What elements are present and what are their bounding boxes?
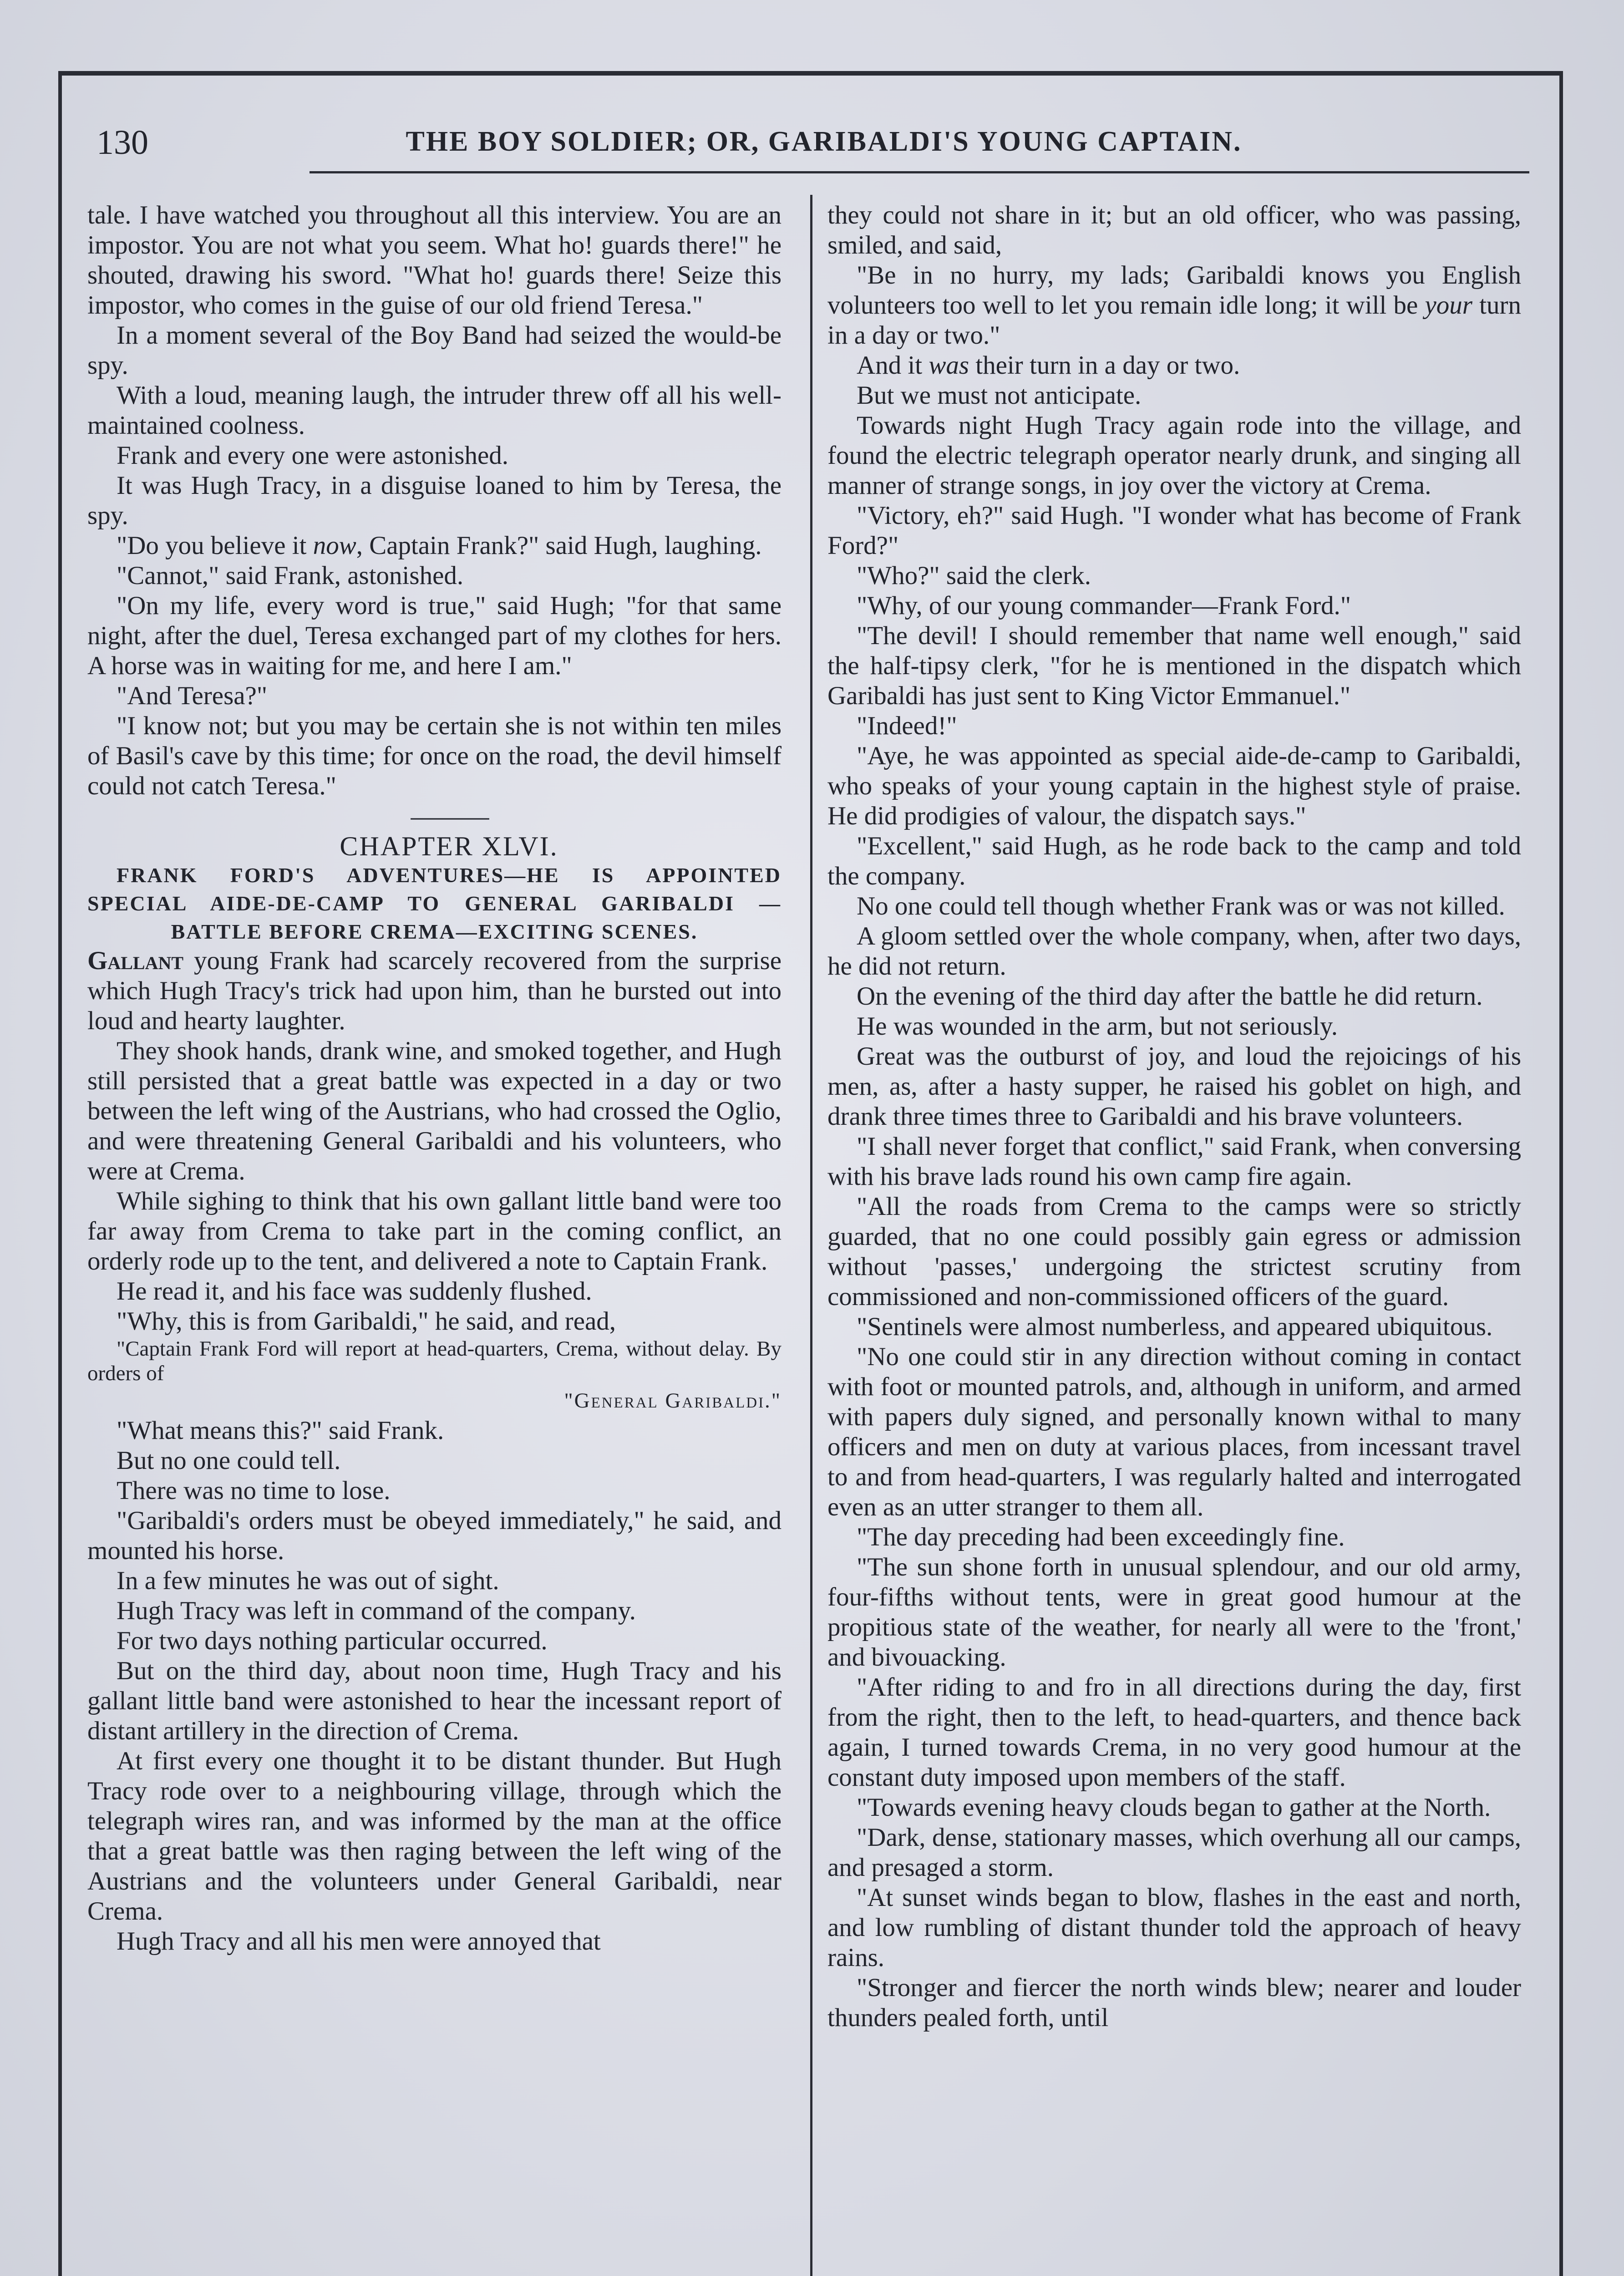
paragraph: "Indeed!" xyxy=(857,711,957,740)
paragraph: "Excellent," said Hugh, as he rode back to the camp and told the company. xyxy=(827,832,1521,890)
page-number: 130 xyxy=(96,123,148,162)
paragraph: At first every one thought it to be distant thunder. But Hugh Tracy rode over to a neighbouring village, through which the telegraph wires ran, and was informed by the man at the office that a great battle was then raging between the left wing of the Austrians and the volunteers under General Garibaldi, near Crema. xyxy=(87,1747,782,1925)
paragraph: "Victory, eh?" said Hugh. "I wonder what has become of Frank Ford?" xyxy=(827,501,1521,560)
paragraph: "And Teresa?" xyxy=(117,681,268,710)
chapter-synopsis: FRANK FORD'S ADVENTURES—HE IS APPOINTED SPECIAL AIDE-DE-CAMP TO GENERAL GARIBALDI —BATTLE BEFORE CREMA—EXCITING SCENES. xyxy=(87,864,782,943)
column-divider xyxy=(810,195,812,2276)
paragraph: "The sun shone forth in unusual splendour, and our old army, four-fifths without tents, were in great good humour at the propitious state of the weather, for nearly all were to the 'front,' and bivouacking. xyxy=(827,1553,1521,1671)
letter-signature: "General Garibaldi." xyxy=(564,1389,782,1412)
paragraph: "At sunset winds began to blow, flashes in the east and north, and low rumbling of distant thunder told the approach of heavy rains. xyxy=(827,1883,1521,1972)
paragraph: For two days nothing particular occurred. xyxy=(117,1626,548,1655)
right-column xyxy=(827,200,1521,2033)
paragraph: Frank and every one were astonished. xyxy=(117,441,509,470)
paragraph: "Aye, he was appointed as special aide-de-camp to Garibaldi, who speaks of your young captain in the highest style of praise. He did prodigies of valour, the dispatch says." xyxy=(827,742,1521,830)
paragraph: "Why, of our young commander—Frank Ford." xyxy=(857,591,1351,620)
paragraph xyxy=(87,531,782,561)
paragraph: But we must not anticipate. xyxy=(857,381,1142,410)
paragraph: On the evening of the third day after the battle he did return. xyxy=(857,982,1483,1011)
paragraph: "Garibaldi's orders must be obeyed immediately," he said, and mounted his horse. xyxy=(87,1506,782,1565)
paragraph: It was Hugh Tracy, in a disguise loaned to him by Teresa, the spy. xyxy=(87,471,782,530)
paragraph: "On my life, every word is true," said Hugh; "for that same night, after the duel, Teresa exchanged part of my clothes for hers. A horse was in waiting for me, and here I am." xyxy=(87,591,782,680)
paragraph: "After riding to and fro in all directions during the day, first from the right, then to the left, to head-quarters, and thence back again, I turned towards Crema, in no very good humour at the constant duty imposed upon members of the staff. xyxy=(827,1673,1521,1792)
chapter-title: CHAPTER XLVI. xyxy=(340,831,558,861)
paragraph: But on the third day, about noon time, Hugh Tracy and his gallant little band were astonished to hear the incessant report of distant artillery in the direction of Crema. xyxy=(87,1656,782,1745)
paragraph: No one could tell though whether Frank was or was not killed. xyxy=(857,892,1505,920)
paragraph: "The devil! I should remember that name well enough," said the half-tipsy clerk, "for he is mentioned in the dispatch which Garibaldi has just sent to King Victor Emmanuel." xyxy=(827,621,1521,710)
paragraph: In a few minutes he was out of sight. xyxy=(117,1566,499,1595)
paragraph: He read it, and his face was suddenly flushed. xyxy=(117,1277,592,1306)
paragraph xyxy=(87,946,782,1036)
letter-text: "Captain Frank Ford will report at head-quarters, Crema, without delay. By orders of xyxy=(87,1337,782,1385)
paragraph: With a loud, meaning laugh, the intruder threw off all his well-maintained coolness. xyxy=(87,381,782,440)
emphasis: your xyxy=(1425,291,1472,320)
paragraph: They shook hands, drank wine, and smoked together, and Hugh still persisted that a great battle was expected in a day or two between the left wing of the Austrians, who had crossed the Oglio, and were threatening General Garibaldi and his volunteers, who were at Crema. xyxy=(87,1036,782,1185)
paragraph: "I know not; but you may be certain she is not within ten miles of Basil's cave by this time; for once on the road, the devil himself could not catch Teresa." xyxy=(87,711,782,800)
paragraph: In a moment several of the Boy Band had seized the would-be spy. xyxy=(87,321,782,380)
paragraph: "Why, this is from Garibaldi," he said, and read, xyxy=(117,1307,616,1336)
lead-word: Gallant xyxy=(87,946,184,975)
text-run: , Captain Frank?" said Hugh, laughing. xyxy=(356,531,762,560)
paragraph: they could not share in it; but an old officer, who was passing, smiled, and said, xyxy=(827,201,1521,259)
paragraph: Hugh Tracy and all his men were annoyed that xyxy=(117,1927,601,1956)
paragraph: "I shall never forget that conflict," said Frank, when conversing with his brave lads round his own camp fire again. xyxy=(827,1132,1521,1191)
paragraph: Towards night Hugh Tracy again rode into the village, and found the electric telegraph operator nearly drunk, and singing all manner of strange songs, in joy over the victory at Crema. xyxy=(827,411,1521,500)
paragraph: A gloom settled over the whole company, when, after two days, he did not return. xyxy=(827,922,1521,981)
paragraph: But no one could tell. xyxy=(117,1446,341,1475)
text-run: young Frank had scarcely recovered from the surprise which Hugh Tracy's trick had upon him, than he bursted out into loud and hearty laughter. xyxy=(87,946,782,1035)
paragraph: "No one could stir in any direction without coming in contact with foot or mounted patrols, and, although in uniform, and armed with papers duly signed, and personally known withal to many officers and men on duty at various places, from incessant travel to and from head-quarters, I was regularly halted and interrogated even as an utter stranger to them all. xyxy=(827,1342,1521,1521)
paragraph: "What means this?" said Frank. xyxy=(117,1416,444,1445)
left-column xyxy=(87,200,782,1956)
paragraph: "Who?" said the clerk. xyxy=(857,561,1091,590)
paragraph: tale. I have watched you throughout all this interview. You are an impostor. You are not what you seem. What ho! guards there!" he shouted, drawing his sword. "What ho! guards there! Seize this impostor, who comes in the guise of our old friend Teresa." xyxy=(87,201,782,320)
paragraph: "All the roads from Crema to the camps were so strictly guarded, that no one could possibly gain egress or admission without 'passes,' undergoing the strictest scrutiny from commissioned and non-commissioned officers of the guard. xyxy=(827,1192,1521,1311)
paragraph: "Cannot," said Frank, astonished. xyxy=(117,561,464,590)
section-ornament: ——— xyxy=(411,801,487,831)
text-run: turn in a day or two." xyxy=(827,291,1521,350)
paragraph: Great was the outburst of joy, and loud the rejoicings of his men, as, after a hasty supper, he raised his goblet on high, and drank three times three to Garibaldi and his brave volunteers. xyxy=(827,1042,1521,1131)
paragraph: Hugh Tracy was left in command of the company. xyxy=(117,1596,636,1625)
paragraph: While sighing to think that his own gallant little band were too far away from Crema to take part in the coming conflict, an orderly rode up to the tent, and delivered a note to Captain Frank. xyxy=(87,1187,782,1275)
text-run: their turn in a day or two. xyxy=(969,351,1240,380)
text-run: And it xyxy=(857,351,929,380)
paragraph xyxy=(827,260,1521,351)
paragraph: There was no time to lose. xyxy=(117,1476,391,1505)
paragraph: "Stronger and fiercer the north winds blew; nearer and louder thunders pealed forth, until xyxy=(827,1973,1521,2032)
paragraph: "Dark, dense, stationary masses, which overhung all our camps, and presaged a storm. xyxy=(827,1823,1521,1882)
text-run: "Do you believe it xyxy=(117,531,313,560)
running-head: THE BOY SOLDIER; OR, GARIBALDI'S YOUNG CAPTAIN. xyxy=(406,126,1242,157)
paragraph xyxy=(827,351,1521,381)
emphasis: was xyxy=(929,351,969,380)
header-rule xyxy=(310,171,1529,173)
paragraph: "Sentinels were almost numberless, and appeared ubiquitous. xyxy=(857,1312,1493,1341)
paragraph: "Towards evening heavy clouds began to gather at the North. xyxy=(857,1793,1491,1822)
paragraph: "The day preceding had been exceedingly fine. xyxy=(857,1523,1345,1551)
emphasis: now xyxy=(313,531,356,560)
text-run: "Be in no hurry, my lads; Garibaldi knows you English volunteers too well to let you remain idle long; it will be xyxy=(827,261,1521,320)
paragraph: He was wounded in the arm, but not seriously. xyxy=(857,1012,1338,1041)
